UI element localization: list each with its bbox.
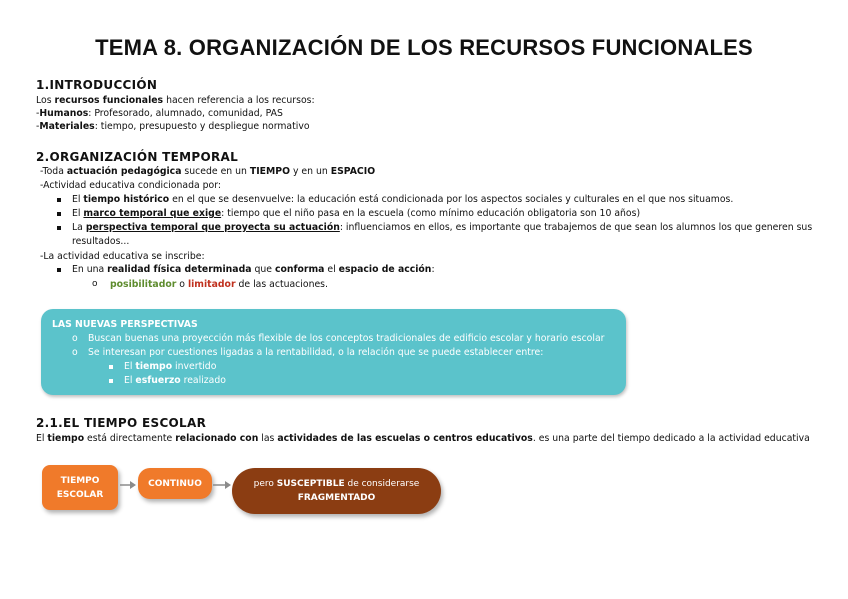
intro-line-materiales: -Materiales: tiempo, presupuesto y despliegue normativo	[36, 121, 310, 132]
circle-bullet-icon: o	[92, 279, 98, 289]
page-title: TEMA 8. ORGANIZACIÓN DE LOS RECURSOS FUNCIONALES	[95, 35, 753, 60]
square-bullet-icon	[109, 379, 113, 383]
flow-node-continuo: CONTINUO	[138, 468, 212, 499]
intro-line-humanos: -Humanos: Profesorado, alumnado, comunidad, PAS	[36, 108, 283, 119]
square-bullet-icon	[57, 268, 61, 272]
flow-node-tiempo-escolar: TIEMPO ESCOLAR	[42, 465, 118, 510]
square-bullet-icon	[57, 212, 61, 216]
org-bullet-tiempo-historico: El tiempo histórico en el que se desenvuelve: la educación está condicionada por los aspectos sociales y culturales en el que nos situamos.	[72, 194, 734, 205]
org-bullet-realidad-fisica: En una realidad física determinada que conforma el espacio de acción:	[72, 264, 435, 275]
tiempo-escolar-line: El tiempo está directamente relacionado con las actividades de las escuelas o centros educativos. es una parte del tiempo dedicado a la actividad educativa	[36, 433, 810, 444]
section-heading-organizacion-temporal: 2.ORGANIZACIÓN TEMPORAL	[36, 150, 239, 164]
org-line-3: -La actividad educativa se inscribe:	[40, 251, 205, 262]
org-bullet-perspectiva-cont: resultados...	[72, 236, 130, 247]
nuevas-perspectivas-box	[41, 309, 626, 395]
box-subitem-tiempo: El tiempo invertido	[124, 361, 217, 372]
circle-bullet-icon: o	[72, 347, 78, 358]
box-heading: LAS NUEVAS PERSPECTIVAS	[52, 319, 198, 330]
org-bullet-perspectiva: La perspectiva temporal que proyecta su actuación: influenciamos en ellos, es importante que trabajemos de que sean los alumnos los que generen sus	[72, 222, 813, 233]
square-bullet-icon	[57, 198, 61, 202]
arrow-right-icon	[120, 478, 138, 492]
arrow-right-icon	[213, 478, 233, 492]
intro-line-1: Los recursos funcionales hacen referencia a los recursos:	[36, 95, 315, 106]
section-heading-tiempo-escolar: 2.1.EL TIEMPO ESCOLAR	[36, 416, 207, 430]
flow-node-fragmentado: pero SUSCEPTIBLE de considerarse FRAGMENTADO	[232, 468, 441, 514]
box-subitem-esfuerzo: El esfuerzo realizado	[124, 375, 226, 386]
square-bullet-icon	[57, 226, 61, 230]
circle-bullet-icon: o	[72, 333, 78, 344]
section-heading-introduccion: 1.INTRODUCCIÓN	[36, 78, 158, 92]
org-line-1: -Toda actuación pedagógica sucede en un TIEMPO y en un ESPACIO	[40, 166, 376, 177]
box-item-2: Se interesan por cuestiones ligadas a la rentabilidad, o la relación que se puede establecer entre:	[88, 347, 544, 358]
org-bullet-marco-temporal: El marco temporal que exige: tiempo que el niño pasa en la escuela (como mínimo educación obligatoria son 10 años)	[72, 208, 641, 219]
box-item-1: Buscan buenas una proyección más flexible de los conceptos tradicionales de edificio escolar y horario escolar	[88, 333, 605, 344]
org-sub-posibilitador: posibilitador o limitador de las actuaciones.	[110, 279, 328, 290]
square-bullet-icon	[109, 365, 113, 369]
org-line-2: -Actividad educativa condicionada por:	[40, 180, 222, 191]
